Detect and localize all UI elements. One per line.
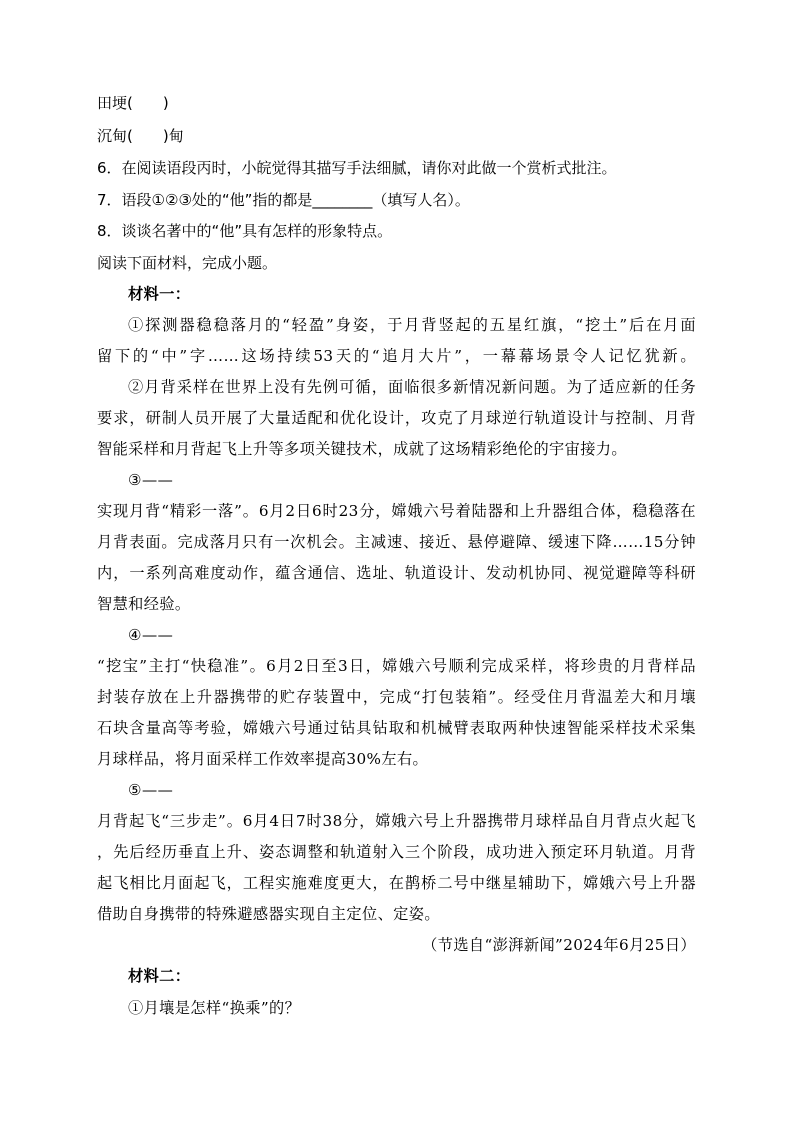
m1-p3-line1: 实现月背“精彩一落”。6月2日6时23分，嫦娥六号着陆器和上升器组合体，稳稳落在 xyxy=(97,502,696,520)
question-6: 6．在阅读语段丙时，小皖觉得其描写手法细腻，请你对此做一个赏析式批注。 xyxy=(97,159,617,177)
reading-intro: 阅读下面材料，完成小题。 xyxy=(97,254,278,272)
m1-p3-line4: 智慧和经验。 xyxy=(97,595,191,613)
question-8: 8．谈谈名著中的“他”具有怎样的形象特点。 xyxy=(97,222,393,240)
m1-p5-line2: ，先后经历垂直上升、姿态调整和轨道射入三个阶段，成功进入预定环月轨道。月背 xyxy=(97,843,696,861)
m1-p4-line4: 月球样品，将月面采样工作效率提高30%左右。 xyxy=(97,750,429,768)
m1-p5-line4: 借助自身携带的特殊避感器实现自主定位、定姿。 xyxy=(97,905,440,923)
q5-line1: 田埂( ) xyxy=(97,94,169,112)
section4-marker: ④—— xyxy=(128,626,174,644)
m1-p1-line2: 留下的“中”字……这场持续53天的“追月大片”，一幕幕场景令人记忆犹新。 xyxy=(97,347,696,365)
m1-p2-line1: ②月背采样在世界上没有先例可循，面临很多新情况新问题。为了适应新的任务 xyxy=(128,378,696,396)
m1-p3-line3: 内，一系列高难度动作，蕴含通信、选址、轨道设计、发动机协同、视觉避障等科研 xyxy=(97,564,696,582)
material1-heading: 材料一： xyxy=(128,285,191,303)
m1-p3-line2: 月背表面。完成落月只有一次机会。主减速、接近、悬停避障、缓速下降……15分钟 xyxy=(97,533,696,551)
m1-p4-line2: 封装存放在上升器携带的贮存装置中，完成“打包装箱”。经受住月背温差大和月壤 xyxy=(97,688,696,706)
section5-marker: ⑤—— xyxy=(128,781,174,799)
m1-p5-line3: 起飞相比月面起飞，工程实施难度更大，在鹊桥二号中继星辅助下，嫦娥六号上升器 xyxy=(97,874,696,892)
m1-p2-line2: 要求，研制人员开展了大量适配和优化设计，攻克了月球逆行轨道设计与控制、月背 xyxy=(97,409,696,427)
material2-heading: 材料二： xyxy=(128,967,191,985)
m1-p2-line3: 智能采样和月背起飞上升等多项关键技术，成就了这场精彩绝伦的宇宙接力。 xyxy=(97,440,627,458)
source-citation: （节选自“澎湃新闻”2024年6月25日） xyxy=(422,936,696,954)
m1-p5-line1: 月背起飞“三步走”。6月4日7时38分，嫦娥六号上升器携带月球样品自月背点火起飞 xyxy=(97,812,696,830)
m1-p4-line3: 石块含量高等考验，嫦娥六号通过钻具钻取和机械臂表取两种快速智能采样技术采集 xyxy=(97,719,696,737)
section3-marker: ③—— xyxy=(128,471,174,489)
m1-p4-line1: “挖宝”主打“快稳准”。6月2日至3日，嫦娥六号顺利完成采样，将珍贵的月背样品 xyxy=(97,657,696,675)
m1-p1-line1: ①探测器稳稳落月的“轻盈”身姿，于月背竖起的五星红旗，“挖土”后在月面 xyxy=(128,316,696,334)
m2-question-1: ①月壤是怎样“换乘”的？ xyxy=(128,999,301,1017)
question-7: 7．语段①②③处的“他”指的都是________（填写人名）。 xyxy=(97,191,470,209)
q5-line2: 沉甸( )甸 xyxy=(97,127,184,145)
